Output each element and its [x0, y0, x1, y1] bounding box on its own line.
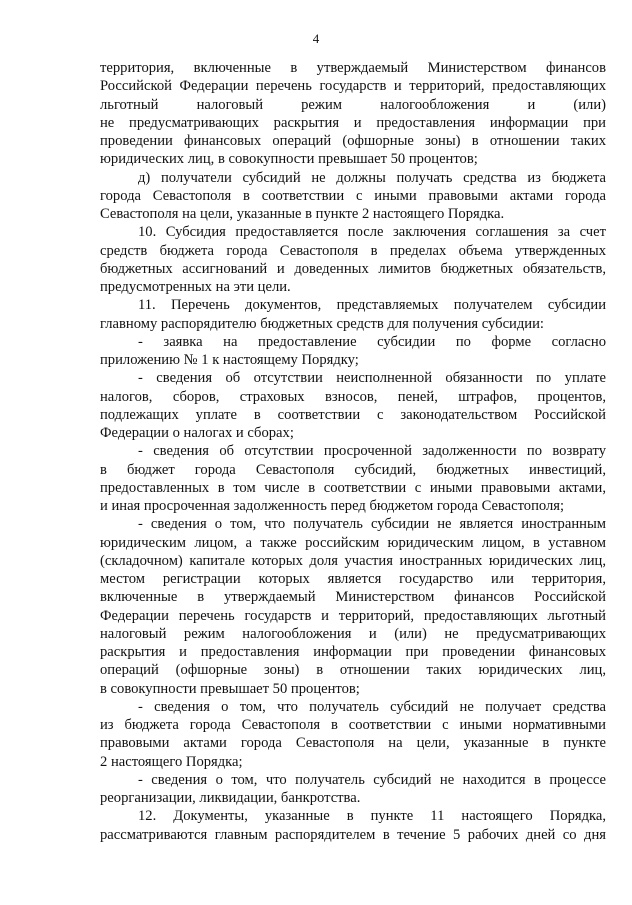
text-line: 11. Перечень документов, представляемых получателем субсидии: [138, 297, 606, 314]
text-line: операций (офшорные зоны) в отношении таких юридических лиц,: [100, 662, 606, 679]
text-line: в совокупности превышает 50 процентов;: [100, 680, 360, 697]
text-line: 12. Документы, указанные в пункте 11 настоящего Порядка,: [138, 808, 606, 825]
text-line: - заявка на предоставление субсидии по форме согласно: [138, 333, 606, 350]
text-line: Российской Федерации перечень государств и территорий, предоставляющих: [100, 78, 606, 95]
text-line: реорганизации, ликвидации, банкротства.: [100, 790, 361, 806]
text-line: д) получатели субсидий не должны получать средства из бюджета: [138, 169, 606, 186]
text-line: и иная просроченная задолженность перед бюджетом города Севастополя;: [100, 498, 565, 514]
text-line: территория, включенные в утверждаемый Министерством финансов: [100, 60, 606, 76]
text-line: - сведения об отсутствии просроченной задолженности по возврату: [138, 443, 606, 460]
text-line: главному распорядителю бюджетных средств для получения субсидии:: [100, 315, 544, 332]
text-line: Федерации о налогах и сборах;: [100, 425, 294, 441]
text-line: предусмотренных на эти цели.: [100, 279, 291, 295]
text-line: - сведения о том, что получатель субсидии не является иностранным: [138, 516, 606, 533]
text-line: - сведения о том, что получатель субсидий не получает средства: [138, 698, 606, 715]
text-line: юридических лиц, в совокупности превышает 50 процентов;: [100, 151, 478, 168]
text-line: - сведения об отсутствии неисполненной обязанности по уплате: [138, 370, 606, 387]
text-line: рассматриваются главным распорядителем в течение 5 рабочих дней со дня: [100, 826, 606, 843]
text-line: налоговый режим налогообложения и (или) не предусматривающих: [100, 625, 606, 642]
text-line: приложению № 1 к настоящему Порядку;: [100, 352, 359, 368]
text-line: бюджетных ассигнований и доведенных лимитов бюджетных обязательств,: [100, 260, 606, 277]
text-line: 2 настоящего Порядка;: [100, 753, 243, 770]
text-line: Федерации перечень государств и территорий, предоставляющих льготный: [100, 607, 606, 624]
text-line: 10. Субсидия предоставляется после заключения соглашения за счет: [138, 224, 606, 241]
text-line: местом регистрации которых является государство или территория,: [100, 571, 606, 587]
text-line: города Севастополя в соответствии с иными правовыми актами города: [100, 187, 606, 204]
text-line: включенные в утверждаемый Министерством финансов Российской: [100, 589, 606, 606]
text-line: - сведения о том, что получатель субсидий не находится в процессе: [138, 771, 606, 788]
text-line: льготный налоговый режим налогообложения и (или): [100, 96, 606, 113]
text-line: раскрытия и предоставления информации при проведении финансовых: [100, 644, 606, 660]
text-line: проведении финансовых операций (офшорные зоны) в отношении таких: [100, 133, 606, 149]
text-line: в бюджет города Севастополя субсидий, бюджетных инвестиций,: [100, 461, 606, 478]
text-line: из бюджета города Севастополя в соответствии с иными нормативными: [100, 717, 606, 733]
text-line: юридическим лицом, а также российским юридическим лицом, в уставном: [100, 534, 606, 551]
page-number: 4: [312, 31, 320, 46]
text-line: предоставленных в том числе в соответствии с иными правовыми актами,: [100, 479, 606, 496]
text-line: не предусматривающих раскрытия и предоставления информации при: [100, 114, 606, 131]
text-line: средств бюджета города Севастополя в пределах объема утвержденных: [100, 242, 606, 259]
text-line: правовыми актами города Севастополя на цели, указанные в пункте: [100, 735, 606, 752]
text-line: (складочном) капитале которых доля участия иностранных юридических лиц,: [100, 552, 606, 569]
text-line: налогов, сборов, страховых взносов, пеней, штрафов, процентов,: [100, 388, 606, 405]
text-line: подлежащих уплате в соответствии с законодательством Российской: [100, 406, 606, 423]
text-line: Севастополя на цели, указанные в пункте 2 настоящего Порядка.: [100, 206, 505, 222]
document-body: [100, 59, 606, 844]
